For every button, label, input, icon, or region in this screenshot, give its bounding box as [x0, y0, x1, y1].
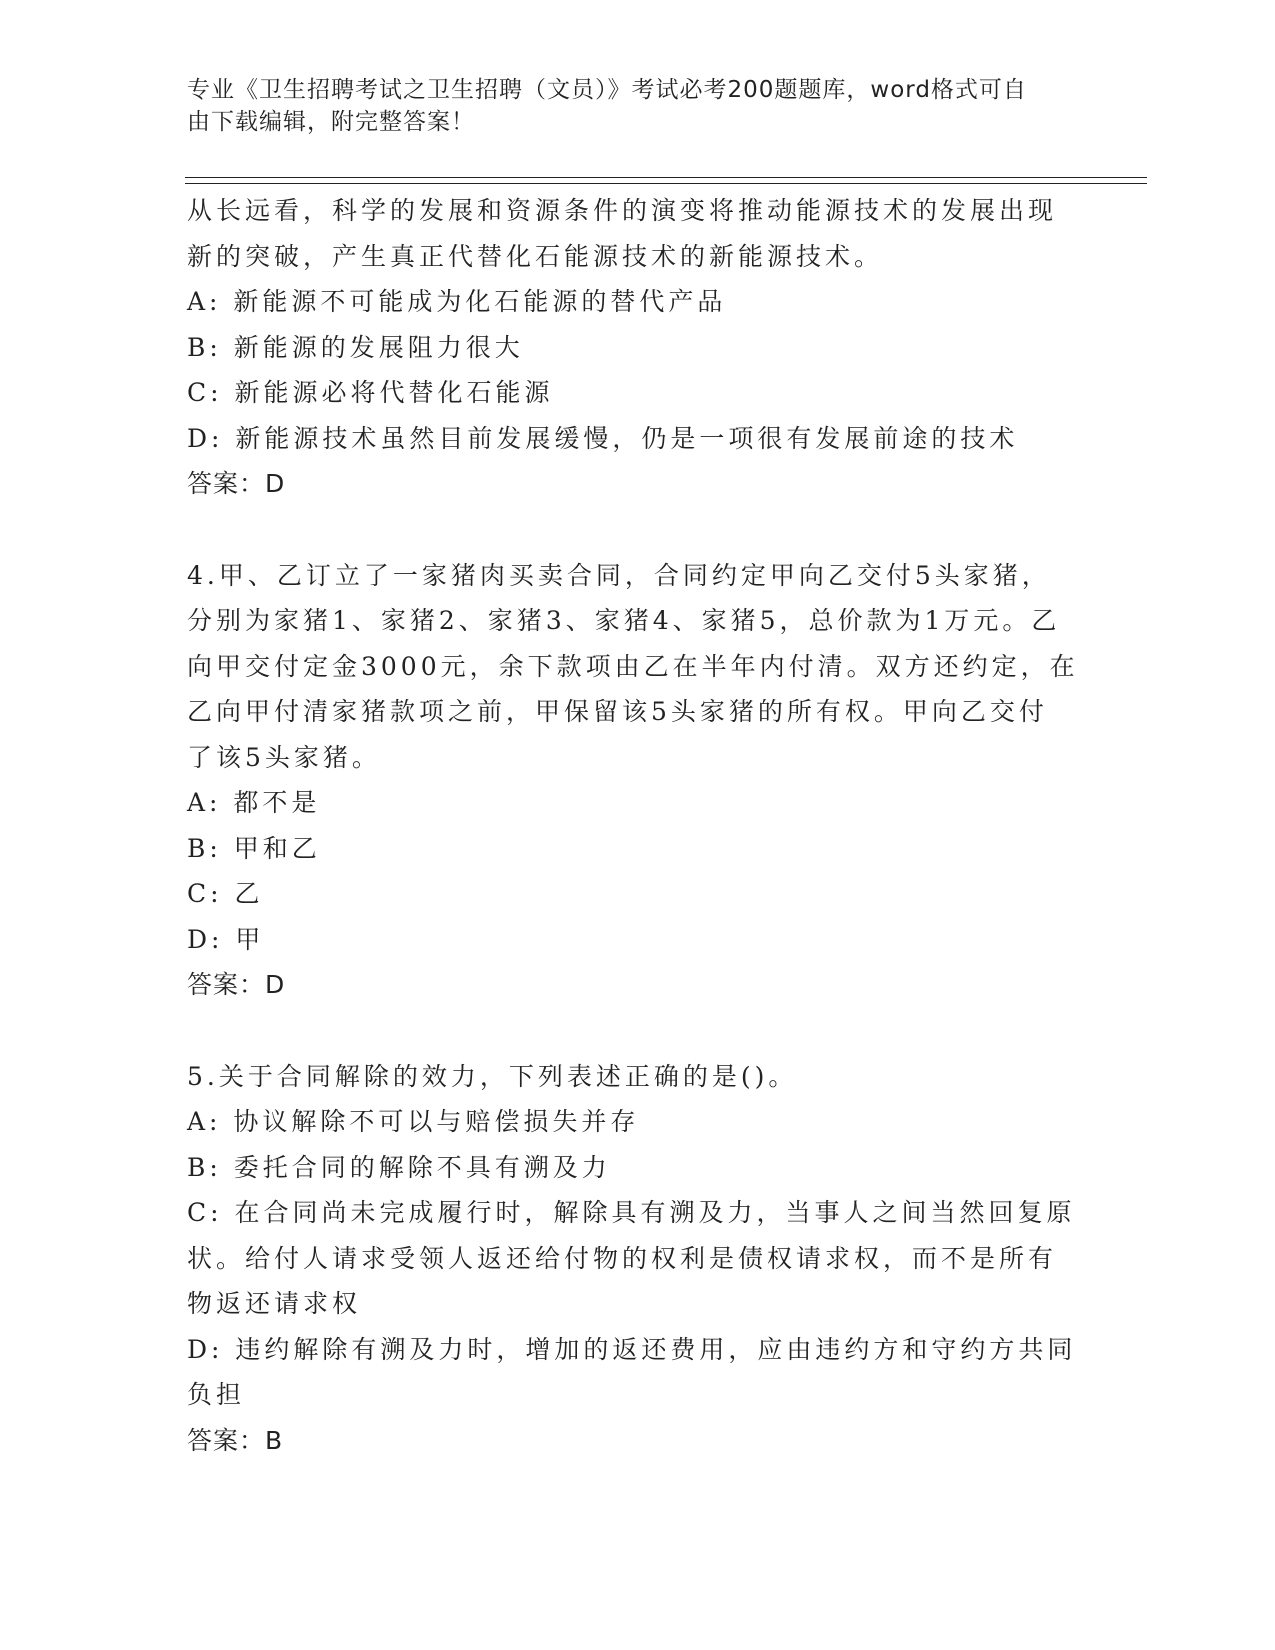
question-5-answer: 答案：B [187, 1425, 284, 1455]
question-3-stem-line-2: 新的突破，产生真正代替化石能源技术的新能源技术。 [187, 241, 884, 271]
question-4-option-a: A: 都不是 [187, 788, 321, 817]
header-line-1: 专业《卫生招聘考试之卫生招聘（文员）》考试必考200题题库，word格式可自 [187, 77, 1027, 103]
question-5-option-d-line-1: D: 违约解除有溯及力时，增加的返还费用，应由违约方和守约方共同 [187, 1334, 1077, 1364]
question-3-option-a: A: 新能源不可能成为化石能源的替代产品 [187, 287, 727, 316]
question-5-option-b: B: 委托合同的解除不具有溯及力 [187, 1152, 611, 1182]
question-3-option-c: C: 新能源必将代替化石能源 [187, 378, 554, 407]
question-3 [187, 188, 1087, 507]
question-4-option-b: B: 甲和乙 [187, 833, 321, 863]
question-4-stem-line-1: 4.甲、乙订立了一家猪肉买卖合同，合同约定甲向乙交付5头家猪， [187, 560, 1051, 590]
question-4 [187, 553, 1087, 1008]
question-4-option-c: C: 乙 [187, 879, 264, 908]
question-4-option-d: D: 甲 [187, 924, 265, 954]
question-3-answer: 答案：D [187, 469, 286, 498]
question-5-option-c-line-3: 物返还请求权 [187, 1289, 362, 1318]
question-5-option-c-line-1: C: 在合同尚未完成履行时，解除具有溯及力，当事人之间当然回复原 [187, 1198, 1076, 1227]
header-divider-bottom [185, 183, 1147, 184]
question-4-answer: 答案：D [187, 970, 286, 999]
header-line-2: 由下载编辑，附完整答案！ [187, 109, 475, 135]
question-4-stem-line-5: 了该5头家猪。 [187, 742, 381, 772]
question-4-stem-line-2: 分别为家猪1、家猪2、家猪3、家猪4、家猪5，总价款为1万元。乙 [187, 606, 1061, 635]
question-5-option-d-line-2: 负担 [187, 1380, 246, 1409]
question-5-option-a: A: 协议解除不可以与赔偿损失并存 [187, 1107, 640, 1136]
question-3-option-b: B: 新能源的发展阻力很大 [187, 332, 524, 362]
question-5-option-c-line-2: 状。给付人请求受领人返还给付物的权利是债权请求权，而不是所有 [187, 1243, 1058, 1273]
spacer [187, 1008, 1087, 1054]
question-4-stem-line-4: 乙向甲付清家猪款项之前，甲保留该5头家猪的所有权。甲向乙交付 [187, 697, 1048, 726]
question-3-stem-line-1: 从长远看，科学的发展和资源条件的演变将推动能源技术的发展出现 [187, 196, 1058, 225]
question-3-option-d: D: 新能源技术虽然目前发展缓慢，仍是一项很有发展前途的技术 [187, 423, 1019, 453]
document-header [187, 74, 1067, 138]
question-5-stem: 5.关于合同解除的效力，下列表述正确的是()。 [187, 1061, 798, 1091]
question-content [187, 188, 1087, 1463]
question-5 [187, 1054, 1087, 1464]
header-divider-top [185, 177, 1147, 178]
question-4-stem-line-3: 向甲交付定金3000元，余下款项由乙在半年内付清。双方还约定，在 [187, 651, 1079, 681]
spacer [187, 507, 1087, 553]
